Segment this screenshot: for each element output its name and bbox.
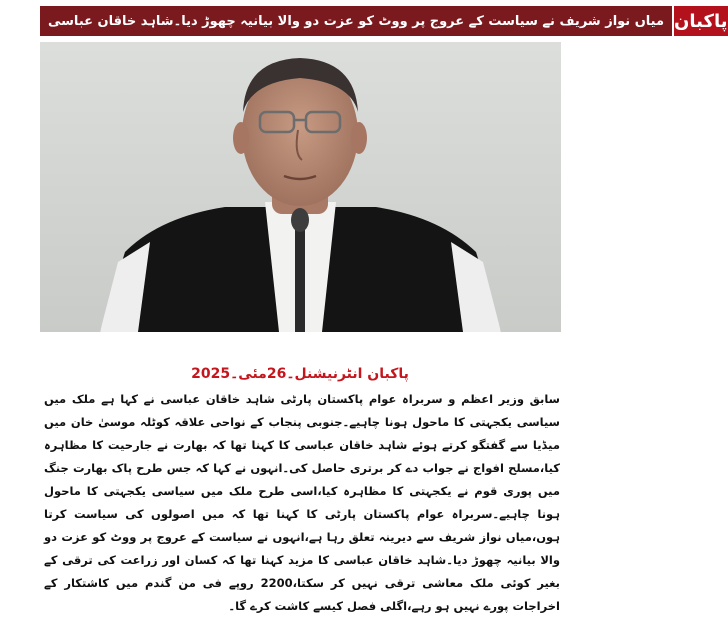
article-body: سابق وزیر اعظم و سربراہ عوام پاکستان پارٹی شاہد خاقان عباسی نے کہا ہے ملک میں سیاسی یکجہتی کا ماحول ہونا چاہیے۔جنوبی پنجاب کے نواحی علاقہ کوٹلہ موسیٰ خان میں میڈیا سے گفتگو کرتے ہوئے شاہد خاقان عباسی کا کہنا تھا کہ بھارت نے جارحیت کا مظاہرہ کیا،مسلح افواج نے جواب دے کر برتری حاصل کی۔انہوں نے کہا کہ جس طرح پاک بھارت جنگ میں پوری قوم نے یکجہتی کا مظاہرہ کیا،اسی طرح ملک میں سیاسی یکجہتی کا ماحول ہونا چاہیے۔سربراہ عوام پاکستان پارٹی کا کہنا تھا کہ میں اصولوں کی سیاست کرتا ہوں،میاں نواز شریف سے دیرینہ تعلق رہا ہے،انہوں نے سیاست کے عروج پر ووٹ کو عزت دو والا بیانیہ چھوڑ دیا۔شاہد خاقان عباسی کا مزید کہنا تھا کہ کسان اور زراعت کی ترقی کے بغیر کوئی ملک معاشی ترقی نہیں کر سکتا،2200 روپے فی من گندم میں کاشتکار کے اخراجات پورے نہیں ہو رہے،اگلی فصل کیسے کاشت کرے گا۔ [44, 392, 560, 613]
news-photo [40, 42, 561, 332]
brand-logo: پاکبان [672, 6, 727, 36]
dateline: پاکبان انٹرنیشنل۔26مئی۔2025 [191, 366, 409, 382]
header-banner [40, 6, 728, 36]
speaker-portrait-image [40, 42, 561, 332]
headline: میاں نواز شریف نے سیاست کے عروج پر ووٹ کو عزت دو والا بیانیہ چھوڑ دیا۔شاہد خاقان عباسی [40, 6, 672, 36]
